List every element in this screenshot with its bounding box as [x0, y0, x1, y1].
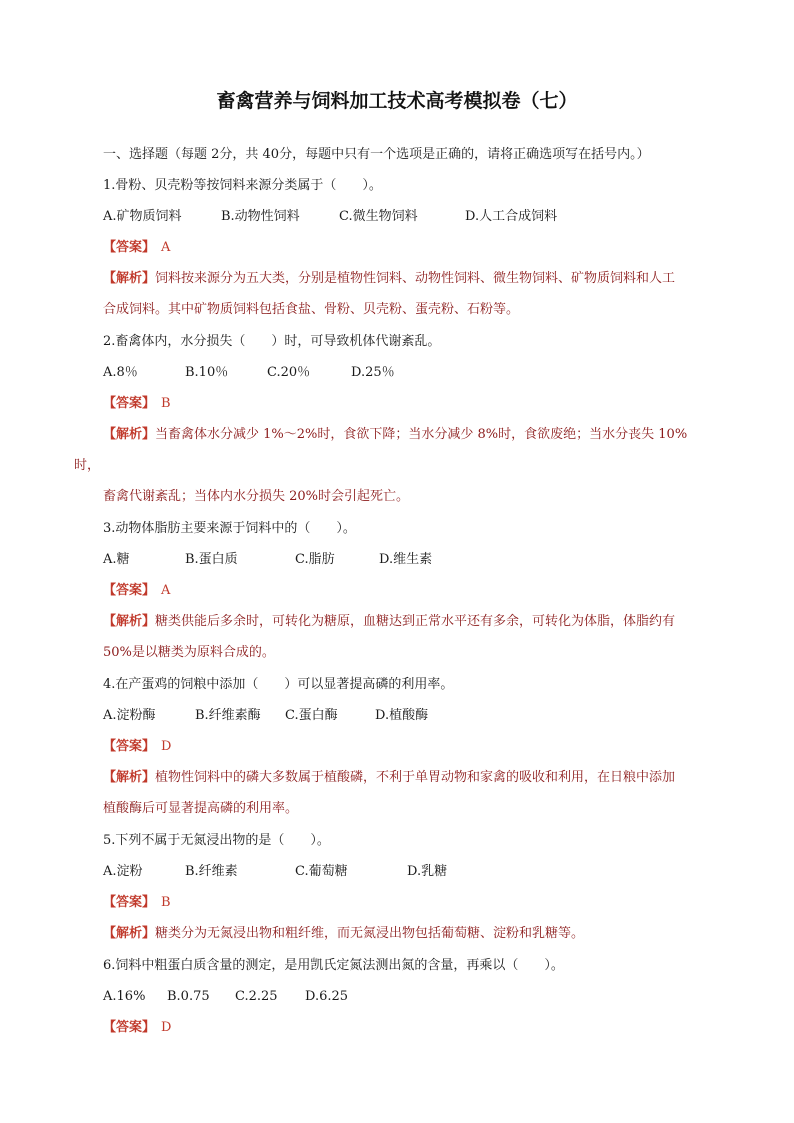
option: B.纤维素	[185, 864, 238, 879]
answer-value: B	[161, 895, 171, 910]
option: C.微生物饲料	[339, 209, 418, 224]
analysis-label: 【解析】	[103, 926, 156, 941]
option: D.6.25	[305, 989, 349, 1004]
option: C.20％	[267, 365, 311, 380]
analysis-label: 【解析】	[103, 271, 156, 286]
option: B.10％	[185, 365, 229, 380]
options-row	[103, 208, 723, 226]
options-row	[103, 707, 723, 725]
question-stem: 3.动物体脂肪主要来源于饲料中的（ ）。	[103, 521, 356, 536]
answer-line	[103, 395, 723, 413]
analysis-text: 植物性饲料中的磷大多数属于植酸磷，不利于单胃动物和家禽的吸收和利用，在日粮中添加	[155, 770, 676, 785]
analysis-text: 当畜禽体水分减少 1%～2%时，食欲下降；当水分减少 8%时，食欲废绝；当水分丧失 10%	[155, 427, 688, 442]
option: D.25％	[351, 365, 395, 380]
answer-label: 【答案】	[103, 1020, 156, 1035]
option: A.淀粉酶	[103, 708, 156, 723]
analysis-line	[103, 613, 723, 631]
options-row	[103, 988, 723, 1006]
answer-value: A	[161, 240, 171, 255]
option: A.淀粉	[103, 864, 143, 879]
analysis-text: 时，	[74, 458, 101, 473]
answer-label: 【答案】	[103, 396, 156, 411]
option: A.8％	[103, 365, 138, 380]
analysis-label: 【解析】	[103, 770, 156, 785]
answer-line	[103, 239, 723, 257]
section-heading: 一、选择题（每题 2分，共 40分，每题中只有一个选项是正确的，请将正确选项写在括号内。）	[103, 147, 650, 162]
option: A.矿物质饲料	[103, 209, 182, 224]
option: A.糖	[103, 552, 130, 567]
options-row	[103, 364, 723, 382]
analysis-text: 糖类供能后多余时，可转化为糖原，血糖达到正常水平还有多余，可转化为体脂，体脂约有	[155, 614, 676, 629]
option: D.乳糖	[407, 864, 448, 879]
option: C.蛋白酶	[285, 708, 338, 723]
analysis-text: 饲料按来源分为五大类，分别是植物性饲料、动物性饲料、微生物饲料、矿物质饲料和人工	[155, 271, 676, 286]
option: C.脂肪	[295, 552, 335, 567]
question-stem: 4.在产蛋鸡的饲粮中添加（ ）可以显著提高磷的利用率。	[103, 677, 454, 692]
answer-label: 【答案】	[103, 739, 156, 754]
question-stem: 5.下列不属于无氮浸出物的是（ ）。	[103, 833, 330, 848]
answer-label: 【答案】	[103, 895, 156, 910]
options-row	[103, 863, 723, 881]
analysis-line	[103, 270, 723, 288]
question-stem: 2.畜禽体内，水分损失（ ）时，可导致机体代谢紊乱。	[103, 334, 441, 349]
option: D.人工合成饲料	[465, 209, 558, 224]
analysis-line	[103, 769, 723, 787]
question-stem: 1.骨粉、贝壳粉等按饲料来源分类属于（ ）。	[103, 178, 382, 193]
analysis-text: 合成饲料。其中矿物质饲料包括食盐、骨粉、贝壳粉、蛋壳粉、石粉等。	[103, 302, 520, 317]
question-stem: 6.饲料中粗蛋白质含量的测定，是用凯氏定氮法测出氮的含量，再乘以（ ）。	[103, 958, 564, 973]
answer-line	[103, 1019, 723, 1037]
answer-line	[103, 738, 723, 756]
answer-value: D	[161, 1020, 172, 1035]
analysis-line	[103, 426, 723, 444]
analysis-text: 植酸酶后可显著提高磷的利用率。	[103, 801, 299, 816]
analysis-text: 糖类分为无氮浸出物和粗纤维，而无氮浸出物包括葡萄糖、淀粉和乳糖等。	[155, 926, 585, 941]
option: B.0.75	[167, 989, 210, 1004]
options-row	[103, 551, 723, 569]
analysis-text: 畜禽代谢紊乱；当体内水分损失 20%时会引起死亡。	[103, 489, 410, 504]
answer-line	[103, 582, 723, 600]
answer-label: 【答案】	[103, 583, 156, 598]
option: B.纤维素酶	[195, 708, 261, 723]
analysis-label: 【解析】	[103, 614, 156, 629]
analysis-line	[103, 925, 723, 943]
option: B.蛋白质	[185, 552, 238, 567]
answer-label: 【答案】	[103, 240, 156, 255]
answer-value: A	[161, 583, 171, 598]
option: B.动物性饲料	[221, 209, 300, 224]
option: C.2.25	[235, 989, 278, 1004]
answer-line	[103, 894, 723, 912]
analysis-text: 50%是以糖类为原料合成的。	[103, 645, 275, 660]
option: A.16%	[103, 989, 146, 1004]
option: D.维生素	[379, 552, 433, 567]
page-title: 畜禽营养与饲料加工技术高考模拟卷（七）	[216, 90, 578, 112]
option: C.葡萄糖	[295, 864, 348, 879]
option: D.植酸酶	[375, 708, 429, 723]
answer-value: B	[161, 396, 171, 411]
answer-value: D	[161, 739, 172, 754]
analysis-label: 【解析】	[103, 427, 156, 442]
